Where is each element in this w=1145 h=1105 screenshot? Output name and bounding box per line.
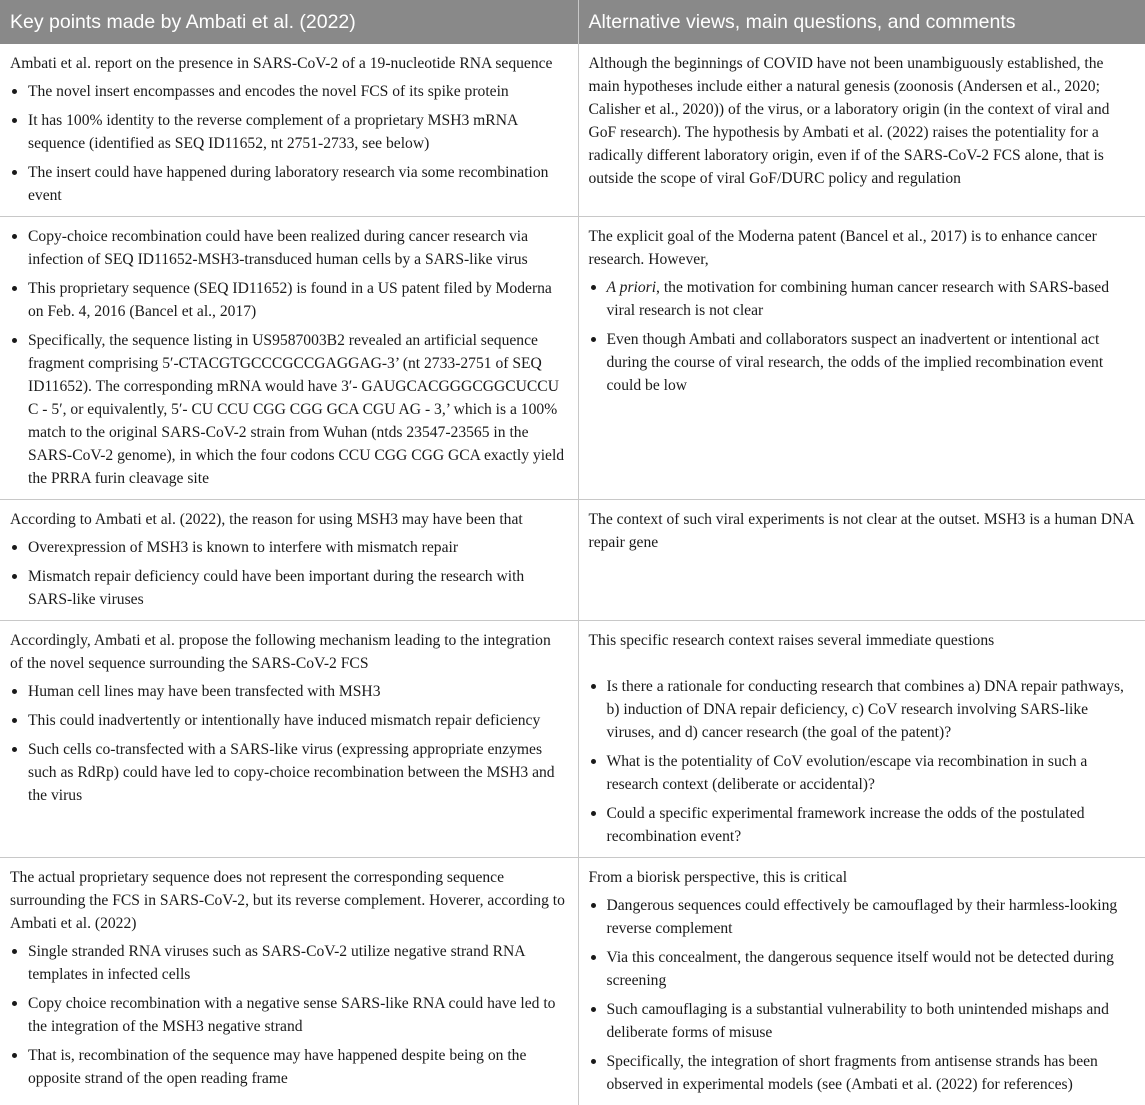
list-item-text: , the motivation for combining human cancer research with SARS-based viral research is not clear	[607, 279, 1110, 319]
list-item: The novel insert encompasses and encodes the novel FCS of its spike protein	[10, 80, 568, 103]
list-item: Via this concealment, the dangerous sequence itself would not be detected during screening	[589, 946, 1136, 992]
list-item: The insert could have happened during laboratory research via some recombination event	[10, 161, 568, 207]
cell-intro: Accordingly, Ambati et al. propose the following mechanism leading to the integration of the novel sequence surrounding the SARS-CoV-2 FCS	[10, 629, 568, 675]
list-item: Copy-choice recombination could have been realized during cancer research via infection of SEQ ID11652-MSH3-transduced human cells by a SARS-like virus	[10, 225, 568, 271]
list-item: This could inadvertently or intentionally have induced mismatch repair deficiency	[10, 709, 568, 732]
cell-intro: Although the beginnings of COVID have not been unambiguously established, the main hypotheses include either a natural genesis (zoonosis (Andersen et al., 2020; Calisher et al., 2020)) of the virus, or a laboratory origin (in the context of viral and GoF research). The hypothesis by Ambati et al. (2022) raises the potentiality for a radically different laboratory origin, even if of the SARS-CoV-2 FCS alone, that is outside the scope of viral GoF/DURC policy and regulation	[589, 52, 1136, 190]
cell-intro: From a biorisk perspective, this is critical	[589, 866, 1136, 889]
list-item: Mismatch repair deficiency could have been important during the research with SARS-like viruses	[10, 565, 568, 611]
table-row	[0, 858, 1145, 1105]
list-item: Could a specific experimental framework increase the odds of the postulated recombination event?	[589, 802, 1136, 848]
cell-intro: The actual proprietary sequence does not represent the corresponding sequence surrounding the FCS in SARS-CoV-2, but its reverse complement. Hoverer, according to Ambati et al. (2022)	[10, 866, 568, 935]
comment-cell	[578, 217, 1145, 500]
bullet-list	[10, 225, 568, 490]
key-point-cell	[0, 217, 578, 500]
bullet-list	[10, 80, 568, 207]
key-point-cell	[0, 858, 578, 1105]
bullet-list	[10, 940, 568, 1090]
list-item: Specifically, the sequence listing in US9587003B2 revealed an artificial sequence fragment comprising 5′-CTACGTGCCCGCCGAGGAG-3’ (nt 2733-2751 of SEQ ID11652). The corresponding mRNA would have 3′- GAUGCACGGGCGGCUCCU C - 5′, or equivalently, 5′- CU CCU CGG CGG GCA CGU AG - 3,’ which is a 100% match to the original SARS-CoV-2 strain from Wuhan (ntds 23547-23565 in the SARS-CoV-2 genome), in which the four codons CCU CGG CGG GCA exactly yield the PRRA furin cleavage site	[10, 329, 568, 490]
table-row	[0, 621, 1145, 858]
bullet-list	[589, 675, 1136, 848]
list-item: Overexpression of MSH3 is known to interfere with mismatch repair	[10, 536, 568, 559]
key-point-cell	[0, 500, 578, 621]
table-row	[0, 500, 1145, 621]
bullet-list	[10, 680, 568, 807]
list-item: Such cells co-transfected with a SARS-like virus (expressing appropriate enzymes such as RdRp) could have led to copy-choice recombination between the MSH3 and the virus	[10, 738, 568, 807]
comment-cell	[578, 858, 1145, 1105]
comment-cell	[578, 44, 1145, 217]
italic-term: A priori	[607, 279, 657, 296]
list-item: Even though Ambati and collaborators suspect an inadvertent or intentional act during the course of viral research, the odds of the implied recombination event could be low	[589, 328, 1136, 397]
comment-cell	[578, 621, 1145, 858]
bullet-list	[10, 536, 568, 611]
spacer	[589, 657, 1136, 675]
list-item: That is, recombination of the sequence may have happened despite being on the opposite strand of the open reading frame	[10, 1044, 568, 1090]
comment-cell	[578, 500, 1145, 621]
cell-intro: Ambati et al. report on the presence in SARS-CoV-2 of a 19-nucleotide RNA sequence	[10, 52, 568, 75]
list-item: Such camouflaging is a substantial vulnerability to both unintended mishaps and deliberate forms of misuse	[589, 998, 1136, 1044]
list-item: It has 100% identity to the reverse complement of a proprietary MSH3 mRNA sequence (identified as SEQ ID11652, nt 2751-2733, see below)	[10, 109, 568, 155]
header-row	[0, 0, 1145, 44]
header-alternative-views: Alternative views, main questions, and comments	[578, 0, 1145, 44]
cell-intro: The context of such viral experiments is not clear at the outset. MSH3 is a human DNA repair gene	[589, 508, 1136, 554]
table-row	[0, 217, 1145, 500]
list-item: What is the potentiality of CoV evolution/escape via recombination in such a research context (deliberate or accidental)?	[589, 750, 1136, 796]
cell-intro: The explicit goal of the Moderna patent (Bancel et al., 2017) is to enhance cancer research. However,	[589, 225, 1136, 271]
bullet-list	[589, 276, 1136, 397]
list-item: Single stranded RNA viruses such as SARS-CoV-2 utilize negative strand RNA templates in infected cells	[10, 940, 568, 986]
key-point-cell	[0, 621, 578, 858]
list-item: Copy choice recombination with a negative sense SARS-like RNA could have led to the integration of the MSH3 negative strand	[10, 992, 568, 1038]
list-item: Human cell lines may have been transfected with MSH3	[10, 680, 568, 703]
list-item	[589, 276, 1136, 322]
table-row	[0, 44, 1145, 217]
bullet-list	[589, 894, 1136, 1096]
list-item: This proprietary sequence (SEQ ID11652) is found in a US patent filed by Moderna on Feb. 4, 2016 (Bancel et al., 2017)	[10, 277, 568, 323]
key-point-cell	[0, 44, 578, 217]
list-item: Is there a rationale for conducting research that combines a) DNA repair pathways, b) induction of DNA repair deficiency, c) CoV research involving SARS-like viruses, and d) cancer research (the goal of the patent)?	[589, 675, 1136, 744]
cell-intro: According to Ambati et al. (2022), the reason for using MSH3 may have been that	[10, 508, 568, 531]
list-item: Dangerous sequences could effectively be camouflaged by their harmless-looking reverse complement	[589, 894, 1136, 940]
header-key-points: Key points made by Ambati et al. (2022)	[0, 0, 578, 44]
list-item: Specifically, the integration of short fragments from antisense strands has been observed in experimental models (see (Ambati et al. (2022) for references)	[589, 1050, 1136, 1096]
cell-intro: This specific research context raises several immediate questions	[589, 629, 1136, 652]
